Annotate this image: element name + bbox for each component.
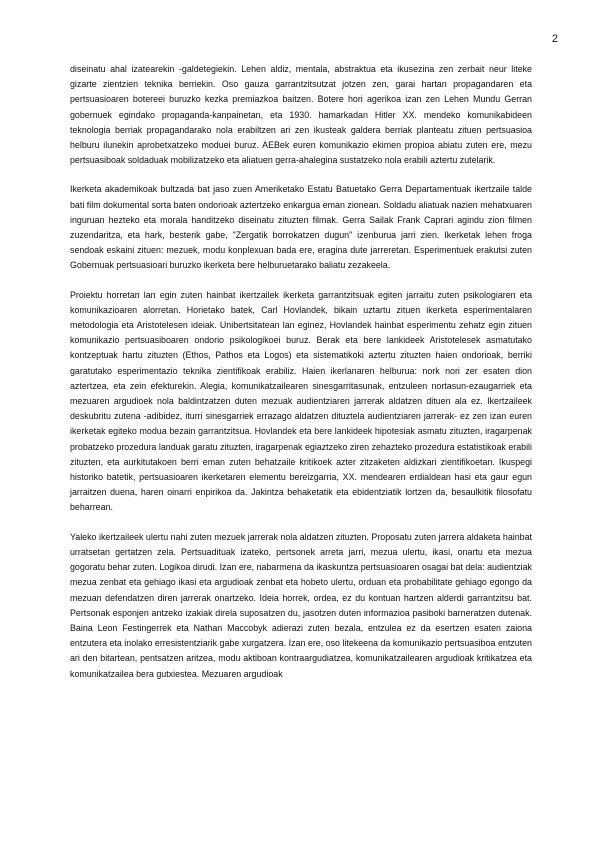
- page-number: 2: [551, 33, 558, 45]
- paragraph-2: Ikerketa akademikoak bultzada bat jaso zuen Ameriketako Estatu Batuetako Gerra Departamentuak ikertzaile talde bati film dokumental sorta baten ondorioak aztertzeko enkargua eman zionean. Soldadu aliatuak nazien mehatxuaren inguruan hezteko eta morala handitzeko diseinatu zituzten filmak. Gerra Sailak Frank Caprari agindu zion filmen zuzendaritza, eta hark, besterik gabe, "Zergatik borrokatzen dugun" izenburua jarri zien. Ikerketak lehen froga sendoak eskaini zituen: mezuek, modu konplexuan bada ere, eragina dute jarreretan. Esperimentuek erakutsi zuten Gobernuak pertsuasioari buruzko ikerketa bere helburuetarako baliatu zezakeela.: [70, 184, 532, 271]
- paragraph-4: Yaleko ikertzaileek ulertu nahi zuten mezuek jarrerak nola aldatzen zituzten. Proposatu zuten jarrera aldaketa hainbat urratsetan gertatzen zela. Pertsuadituak izateko, pertsonek arreta jarri, mezua ulertu, ikasi, onartu eta mezua gogoratu behar zuten. Logikoa dirudi. Izan ere, nabarmena da ikaskuntza pertsuasioaren osagai bat dela: audientziak mezua zenbat eta gehiago ikasi eta argudioak zenbat eta hobeto ulertu, orduan eta probabilitate gehiago egongo da mezuan defendatzen diren jarrerak onartzeko. Ideia horrek, ordea, ez du kontuan hartzen alderdi garrantzitsu bat. Pertsonak esponjen antzeko izakiak direla suposatzen du, jasotzen duten informazioa pasiboki barneratzen dutenak. Baina Leon Festingerrek eta Nathan Maccobyk adierazi zuten bezala, entzulea ez da esertzen esaten zaiona entzutera eta inolako erresistentziarik gabe xurgatzera. Izan ere, oso litekeena da komunikazio pertsuasiboa entzuten ari den bitartean, pentsatzen aritzea, modu aktiboan kontraargudiatzea, komunikatzailearen argudioak kritikatzea eta komunikatzailea bera gutxiestea. Mezuaren argudioak: [70, 531, 532, 679]
- paragraph-3: Proiektu horretan lan egin zuten hainbat ikertzailek ikerketa garrantzitsuak egiten jarraitu zuten psikologiaren eta komunikazioaren alorretan. Horietako batek, Carl Hovlandek, bikain uztartu zituen ikerketa esperimentalaren metodologia eta Aristotelesen ideiak. Unibertsitatean lan eginez, Hovlandek hainbat esperimentu zehatz egin zituen komunikazio pertsuasiboaren ondorio psikologikoei buruz. Berak eta bere lankideek Aristotelesek asmatutako kontzeptuak hartu zituzten (Ethos, Pathos eta Logos) eta sistematikoki aztertu zituzten haien ondorioak, berriki garatutako esperimentazio teknika zientifikoak erabiliz. Haien ikerlanaren helburua: nork nori zer esaten dion aztertzea, eta zein efekturekin. Alegia, komunikatzailearen sinesgarritasunak, entzuleen nortasun-ezaugarriek eta mezuaren argudioek nola baldintzatzen duten mezuak audientziaren jarrerak aldatzen dituen ala ez. Ikertzaileek deskubritu zutena -adibidez, iturri sinesgarriek errazago aldatzen dituztela audientziaren jarrerak- ez zen izan euren ikerketak egiteko modua bezain garrantzitsua. Hovlandek eta bere lankideek hipotesiak asmatu zituzten, iragarpenak probatzeko prozedura landuak garatu zituzten, iragarpenak egiaztzeko ziren zehazteko prozedura estatistikoak erabili zituzten, eta aurkitutakoen berri eman zuten behatzaile kritikoek azter zitzaketen aldizkari zientifikoetan. Ikuspegi historiko batetik, pertsuasioaren ikerketaren elementu bereizgarria, XX. mendearen erdialdean hasi eta gaur egun jarraitzen duena, haren oinarri enpirikoa da. Jakintza behaketatik eta ebidentziatik lortzen da, besaulkitik filosofatu beharrean.: [70, 289, 532, 513]
- document-body: [70, 62, 532, 682]
- paragraph-1: diseinatu ahal izatearekin -galdetegiekin. Lehen aldiz, mentala, abstraktua eta ikusezina zen zerbait neur liteke gizarte zientzien teknika berriekin. Oso gauza garrantzitsutzat jotzen zen, garai hartan propagandaren eta pertsuasioaren botereei buruzko kezka premiazkoa baitzen. Botere hori agerikoa izan zen Lehen Mundu Gerran gobernuek egindako propaganda-kanpainetan, eta 1930. hamarkadan Hitler XX. mendeko komunikabideen teknologia berriak propagandarako nola erabiltzen ari zen ikusteak galdera berriak planteatu zituen pertsuasioa helburu ilunekin aprobetxatzeko moduei buruz. AEBek euren komunikazio ekimen propioa abiatu zuten ere, mezu pertsuasiboak soldaduak mobilizatzeko eta aliatuen gerra-ahalegina sustatzeko nola erabili aztertu zutelarik.: [70, 64, 532, 166]
